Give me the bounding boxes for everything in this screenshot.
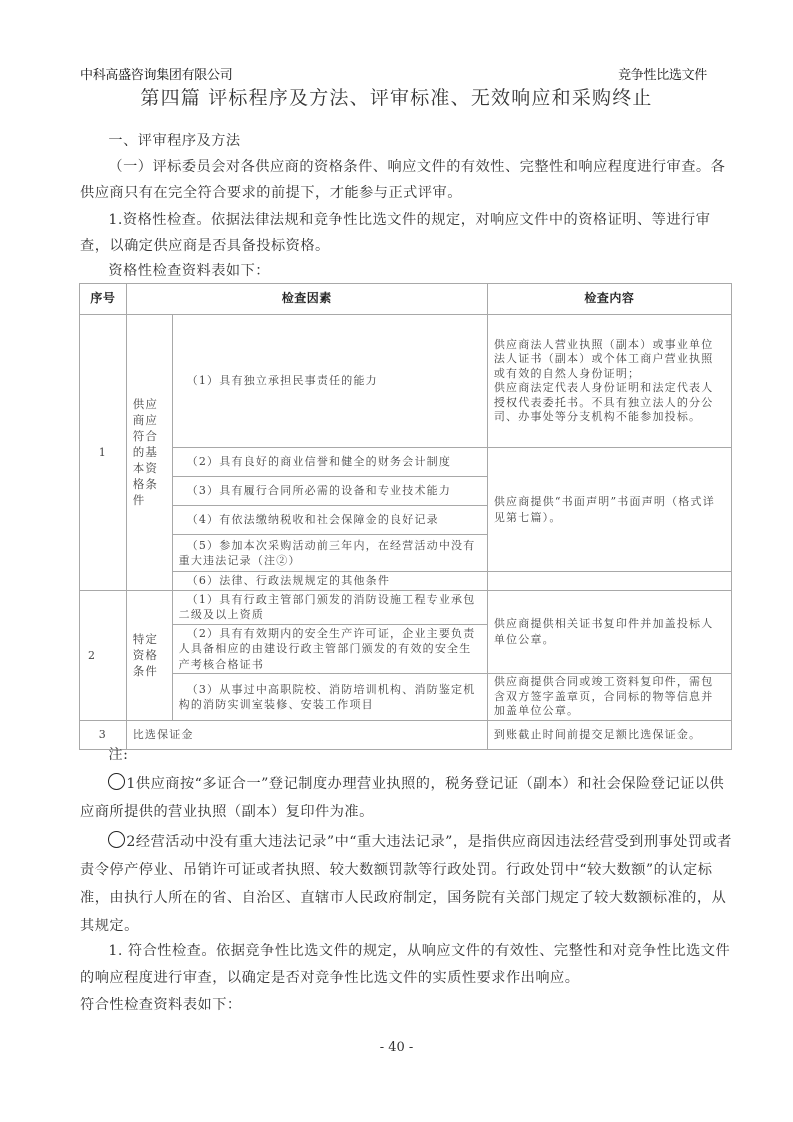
notes-label: 注: bbox=[108, 747, 129, 763]
row-category bbox=[126, 590, 172, 721]
table-intro-compliance: 符合性检查资料表如下： bbox=[80, 997, 242, 1013]
content-item: 到账截止时间前提交足额比选保证金。 bbox=[487, 721, 731, 750]
factor-item: （2）具有有效期内的安全生产许可证，企业主要负责人具备相应的由建设行政主管部门颁发的有效的安全生产考核合格证书 bbox=[172, 624, 487, 674]
factor-item: （1）具有独立承担民事责任的能力 bbox=[172, 315, 487, 448]
paragraph-qualification-check: 1.资格性检查。依据法律法规和竞争性比选文件的规定，对响应文件中的资格证明、等进行审查，以确定供应商是否具备投标资格。 bbox=[80, 212, 711, 254]
factor-item: （3）具有履行合同所必需的设备和专业技术能力 bbox=[172, 477, 487, 506]
paragraph-compliance-check: 1. 符合性检查。依据竞争性比选文件的规定，从响应文件的有效性、完整性和对竞争性比选文件的响应程度进行审查，以确定是否对竞争性比选文件的实质性要求作出响应。 bbox=[80, 943, 731, 986]
header-factors: 检查因素 bbox=[126, 284, 487, 315]
factor-item: （6）法律、行政法规规定的其他条件 bbox=[172, 572, 487, 591]
table-row bbox=[80, 448, 732, 477]
table-row bbox=[80, 590, 732, 624]
table-intro-qualification: 资格性检查资料表如下： bbox=[108, 263, 270, 279]
page-header-doc-type: 竞争性比选文件 bbox=[618, 68, 707, 83]
row-no: 2 bbox=[80, 590, 127, 721]
content-item: 供应商提供合同或竣工资料复印件，需包含双方签字盖章页，合同标的物等信息并加盖单位公章。 bbox=[487, 674, 731, 721]
content-item: 供应商提供相关证书复印件并加盖投标人单位公章。 bbox=[487, 590, 731, 674]
header-content: 检查内容 bbox=[487, 284, 731, 315]
factor-item: （4）有依法缴纳税收和社会保障金的良好记录 bbox=[172, 506, 487, 535]
factor-item: （2）具有良好的商业信誉和健全的财务会计制度 bbox=[172, 448, 487, 477]
content-item: 供应商提供“书面声明”书面声明（格式详见第七篇）。 bbox=[487, 448, 731, 572]
chapter-title: 第四篇 评标程序及方法、评审标准、无效响应和采购终止 bbox=[140, 87, 653, 109]
header-no: 序号 bbox=[80, 284, 127, 315]
qualification-check-table bbox=[79, 283, 732, 750]
row-no: 1 bbox=[80, 315, 127, 591]
table-row bbox=[80, 674, 732, 721]
page-header-company: 中科高盛咨询集团有限公司 bbox=[80, 68, 233, 83]
note-2-text: 2经营活动中没有重大违法记录”中“重大违法记录”，是指供应商因违法经营受到刑事处罚或者责令停产停业、吊销许可证或者执照、较大数额罚款等行政处罚。行政处罚中“较大数额”的认定标准，由执行人所在的省、自治区、直辖市人民政府制定，国务院有关部门规定了较大数额标准的，从其规定。 bbox=[80, 834, 732, 934]
circle-icon bbox=[108, 831, 125, 848]
category-text: 供应商应符合的基本资格条件 bbox=[132, 397, 159, 508]
content-item bbox=[487, 572, 731, 591]
factor-item: （5）参加本次采购活动前三年内，在经营活动中没有重大违法记录（注②） bbox=[172, 535, 487, 572]
note-1-text: 1供应商按“多证合一”登记制度办理营业执照的，税务登记证（副本）和社会保险登记证以供应商所提供的营业执照（副本）复印件为准。 bbox=[80, 776, 725, 820]
note-2 bbox=[80, 828, 734, 940]
table-row bbox=[80, 572, 732, 591]
content-item: 供应商法人营业执照（副本）或事业单位法人证书（副本）或个体工商户营业执照或有效的自然人身份证明； 供应商法定代表人身份证明和法定代表人授权代表委托书。不具有独立法人的分公司、办事处等分支机构不能参加投标。 bbox=[487, 315, 731, 448]
table-header-row bbox=[80, 284, 732, 315]
page-number: - 40 - bbox=[379, 1040, 414, 1055]
note-1 bbox=[80, 770, 734, 826]
factor-item: （3）从事过中高职院校、消防培训机构、消防鉴定机构的消防实训室装修、安装工作项目 bbox=[172, 674, 487, 721]
paragraph-review-procedure: （一）评标委员会对各供应商的资格条件、响应文件的有效性、完整性和响应程度进行审查。各供应商只有在完全符合要求的前提下，才能参与正式评审。 bbox=[80, 159, 726, 201]
factor-item: 比选保证金 bbox=[126, 721, 487, 750]
table-row bbox=[80, 315, 732, 448]
row-category bbox=[126, 315, 172, 591]
row-no: 3 bbox=[80, 721, 127, 750]
circle-icon bbox=[108, 773, 125, 790]
factor-item: （1）具有行政主管部门颁发的消防设施工程专业承包二级及以上资质 bbox=[172, 590, 487, 624]
section-heading: 一、评审程序及方法 bbox=[108, 133, 241, 149]
category-text: 特定资格条件 bbox=[132, 632, 159, 679]
